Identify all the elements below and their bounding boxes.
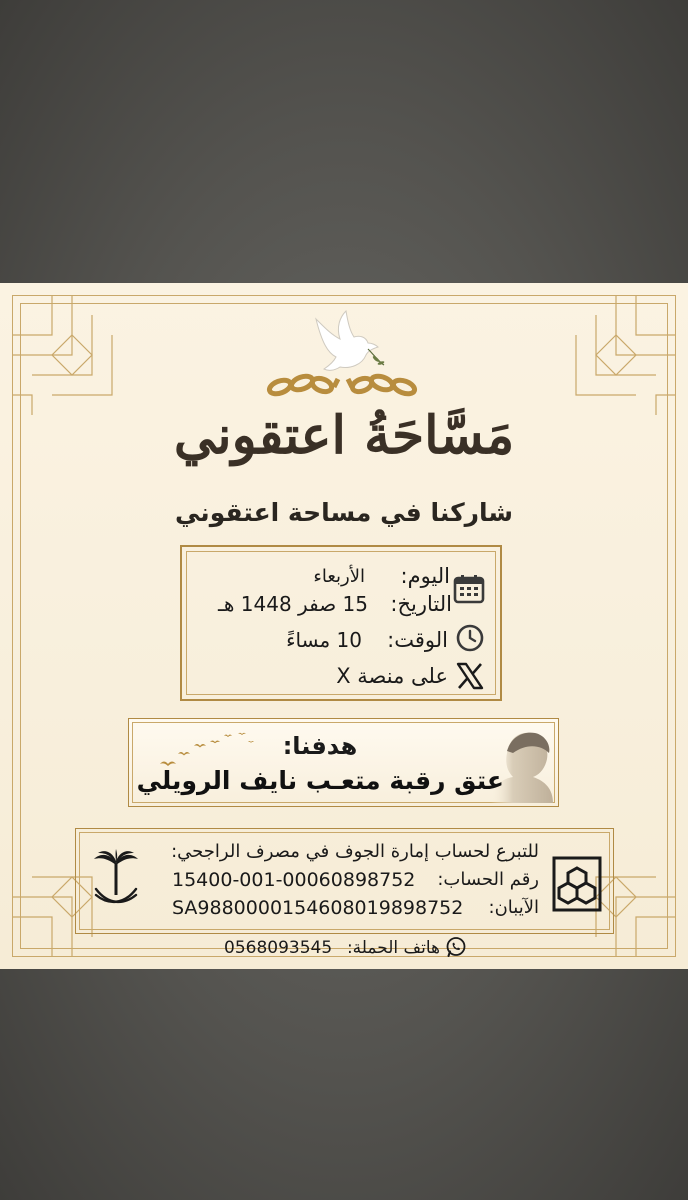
time-value: 10 مساءً bbox=[286, 628, 362, 652]
x-logo-icon bbox=[456, 662, 484, 690]
poster-title: مَسَّاحَةُ اعتقوني bbox=[173, 405, 515, 466]
calendar-icon bbox=[453, 574, 485, 604]
date-value: 15 صفر 1448 هـ bbox=[218, 592, 368, 616]
phone-label: هاتف الحملة: bbox=[346, 938, 440, 958]
platform-text: على منصة X bbox=[336, 664, 448, 688]
campaign-poster bbox=[0, 283, 688, 969]
iban-label: الآيبان: bbox=[488, 897, 539, 918]
donation-intro: للتبرع لحساب إمارة الجوف في مصرف الراجحي: bbox=[171, 841, 539, 862]
palm-swords-emblem-icon bbox=[92, 849, 140, 911]
day-value: الأربعاء bbox=[313, 566, 365, 587]
goal-text: عتق رقبة متعـب نايف الرويلي bbox=[136, 766, 504, 795]
corner-ornament-top-right bbox=[556, 295, 676, 415]
dove-icon bbox=[306, 309, 386, 375]
account-number: 15400-001-00060898752 bbox=[172, 869, 416, 891]
alrajhi-logo-icon bbox=[552, 856, 602, 912]
broken-chain-icon bbox=[266, 367, 418, 403]
phone-number: 0568093545 bbox=[224, 938, 333, 958]
account-label: رقم الحساب: bbox=[437, 869, 539, 890]
iban-number: SA9880000154608019898752 bbox=[172, 897, 464, 919]
goal-label: هدفنا: bbox=[282, 732, 358, 760]
whatsapp-icon bbox=[445, 936, 467, 958]
poster-subtitle: شاركنا في مساحة اعتقوني bbox=[175, 498, 513, 527]
day-label: اليوم: bbox=[400, 564, 450, 588]
time-label: الوقت: bbox=[387, 628, 448, 652]
clock-icon bbox=[455, 623, 485, 653]
corner-ornament-top-left bbox=[12, 295, 132, 415]
date-label: التاريخ: bbox=[390, 592, 452, 616]
